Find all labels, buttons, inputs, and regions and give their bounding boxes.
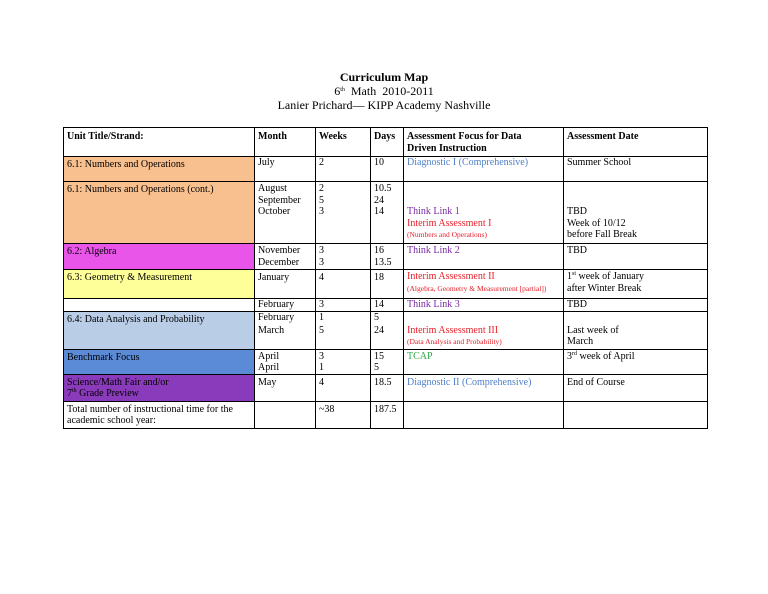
month-cell xyxy=(255,182,316,244)
date-suffix: rd xyxy=(572,350,577,357)
weeks-cell: 4 xyxy=(316,270,371,299)
grade-rest: Grade Preview xyxy=(76,388,139,399)
table-row xyxy=(64,374,708,401)
days-cell: 18.5 xyxy=(371,374,404,401)
month-value: April xyxy=(258,350,280,362)
month-cell xyxy=(255,401,316,428)
date-value: Week of 10/12 xyxy=(567,217,626,229)
days-value: 24 xyxy=(374,324,384,336)
focus-cell xyxy=(404,311,564,349)
date-suffix: st xyxy=(572,271,577,277)
focus-value: Interim Assessment I xyxy=(407,217,492,229)
days-value: 5 xyxy=(374,311,379,323)
date-cell xyxy=(564,270,708,299)
focus-header-line1: Assessment Focus for Data xyxy=(407,131,522,142)
weeks-value: 3 xyxy=(319,245,324,256)
total-label-line: Total number of instructional time for the xyxy=(67,403,233,415)
focus-cell: Think Link 2 xyxy=(404,244,564,270)
focus-value: Interim Assessment III xyxy=(407,324,499,336)
date-cell: Summer School xyxy=(564,157,708,182)
weeks-total-cell: ~38 xyxy=(316,401,371,428)
weeks-cell: 4 xyxy=(316,374,371,401)
days-cell: 10 xyxy=(371,157,404,182)
month-value: December xyxy=(258,256,300,268)
table-row xyxy=(64,157,708,182)
weeks-cell xyxy=(316,182,371,244)
month-header: Month xyxy=(255,128,316,157)
weeks-header: Weeks xyxy=(316,128,371,157)
unit-line: Science/Math Fair and/or xyxy=(67,376,169,388)
month-cell: May xyxy=(255,374,316,401)
days-value: 15 xyxy=(374,350,384,362)
date-number: 1 xyxy=(567,271,572,282)
weeks-cell xyxy=(316,349,371,374)
weeks-value: 1 xyxy=(319,362,324,373)
focus-cell: Diagnostic II (Comprehensive) xyxy=(404,374,564,401)
days-value: 5 xyxy=(374,362,379,373)
weeks-value: 3 xyxy=(319,350,324,362)
month-value: September xyxy=(258,194,301,206)
unit-line xyxy=(67,388,251,400)
days-cell: 18 xyxy=(371,270,404,299)
month-value: February xyxy=(258,311,295,323)
table-row xyxy=(64,270,708,299)
focus-cell xyxy=(404,401,564,428)
days-total-cell: 187.5 xyxy=(371,401,404,428)
document-header xyxy=(0,70,768,112)
unit-header: Unit Title/Strand: xyxy=(64,128,255,157)
weeks-cell xyxy=(316,244,371,270)
days-value: 13.5 xyxy=(374,256,392,268)
total-label-line: academic school year: xyxy=(67,415,156,426)
focus-cell: Think Link 3 xyxy=(404,299,564,312)
date-value xyxy=(567,271,704,283)
date-cell xyxy=(564,401,708,428)
date-cell: TBD xyxy=(564,299,708,312)
grade-suffix: th xyxy=(340,87,345,93)
date-value: March xyxy=(567,336,594,347)
unit-cell: 6.1: Numbers and Operations (cont.) xyxy=(64,182,255,244)
unit-cell: 6.4: Data Analysis and Probability xyxy=(64,311,255,349)
month-cell xyxy=(255,311,316,349)
document-title: Curriculum Map xyxy=(339,70,429,84)
focus-cell: TCAP xyxy=(404,349,564,374)
grade-suffix: th xyxy=(72,388,77,394)
focus-header xyxy=(404,128,564,157)
focus-value: Interim Assessment II xyxy=(407,271,495,282)
date-cell xyxy=(564,311,708,349)
table-row xyxy=(64,299,708,312)
document-subtitle xyxy=(0,84,768,98)
month-cell: January xyxy=(255,270,316,299)
header-row xyxy=(64,128,708,157)
date-cell xyxy=(564,182,708,244)
month-value: October xyxy=(258,206,291,217)
month-cell xyxy=(255,349,316,374)
days-header: Days xyxy=(371,128,404,157)
date-value: Last week of xyxy=(567,324,619,336)
blank-unit-cell xyxy=(64,299,255,312)
weeks-cell xyxy=(316,311,371,349)
days-value: 10.5 xyxy=(374,183,392,194)
weeks-value: 3 xyxy=(319,206,324,217)
weeks-value: 5 xyxy=(319,324,324,336)
days-cell xyxy=(371,311,404,349)
weeks-value: 1 xyxy=(319,311,324,323)
unit-cell: 6.2: Algebra xyxy=(64,244,255,270)
table-row xyxy=(64,244,708,270)
month-cell: July xyxy=(255,157,316,182)
weeks-value: 3 xyxy=(319,256,324,268)
unit-cell: Benchmark Focus xyxy=(64,349,255,374)
weeks-cell: 2 xyxy=(316,157,371,182)
days-value: 14 xyxy=(374,206,384,217)
date-rest: week of April xyxy=(577,350,635,362)
days-cell xyxy=(371,182,404,244)
focus-cell xyxy=(404,270,564,299)
month-cell xyxy=(255,244,316,270)
focus-header-line2: Driven Instruction xyxy=(407,142,487,154)
focus-subvalue: (Data Analysis and Probability) xyxy=(407,337,502,346)
date-value: before Fall Break xyxy=(567,229,637,240)
unit-cell: 6.1: Numbers and Operations xyxy=(64,157,255,182)
curriculum-table xyxy=(63,127,708,429)
date-cell: TBD xyxy=(564,244,708,270)
grade-number: 7 xyxy=(67,388,72,399)
unit-cell xyxy=(64,374,255,401)
date-rest: week of January xyxy=(576,271,645,282)
weeks-value: 2 xyxy=(319,183,324,194)
days-cell xyxy=(371,244,404,270)
focus-cell xyxy=(404,182,564,244)
date-cell xyxy=(564,349,708,374)
focus-cell: Diagnostic I (Comprehensive) xyxy=(404,157,564,182)
weeks-value: 5 xyxy=(319,194,324,206)
days-cell: 14 xyxy=(371,299,404,312)
focus-subvalue: (Algebra, Geometry & Measurement [partial]) xyxy=(407,283,547,293)
focus-value: Think Link 1 xyxy=(407,206,460,217)
days-value: 16 xyxy=(374,245,384,256)
month-value: November xyxy=(258,245,301,256)
table-row xyxy=(64,182,708,244)
month-value: April xyxy=(258,362,280,373)
table-row xyxy=(64,311,708,349)
date-value: after Winter Break xyxy=(567,282,642,294)
month-value: August xyxy=(258,183,287,194)
date-value: TBD xyxy=(567,206,587,217)
date-number: 3 xyxy=(567,350,572,362)
total-label-cell xyxy=(64,401,255,428)
grade-number: 6 xyxy=(334,84,341,98)
table-row xyxy=(64,349,708,374)
days-value: 24 xyxy=(374,194,384,206)
focus-subvalue: (Numbers and Operations) xyxy=(407,230,487,239)
unit-cell: 6.3: Geometry & Measurement xyxy=(64,270,255,299)
days-cell xyxy=(371,349,404,374)
teacher-line: Lanier Prichard— KIPP Academy Nashville xyxy=(277,98,491,112)
month-value: March xyxy=(258,324,285,336)
subject-year: Math 2010-2011 xyxy=(344,84,434,98)
weeks-cell: 3 xyxy=(316,299,371,312)
date-header: Assessment Date xyxy=(564,128,708,157)
month-cell: February xyxy=(255,299,316,312)
table-row xyxy=(64,401,708,428)
date-cell: End of Course xyxy=(564,374,708,401)
